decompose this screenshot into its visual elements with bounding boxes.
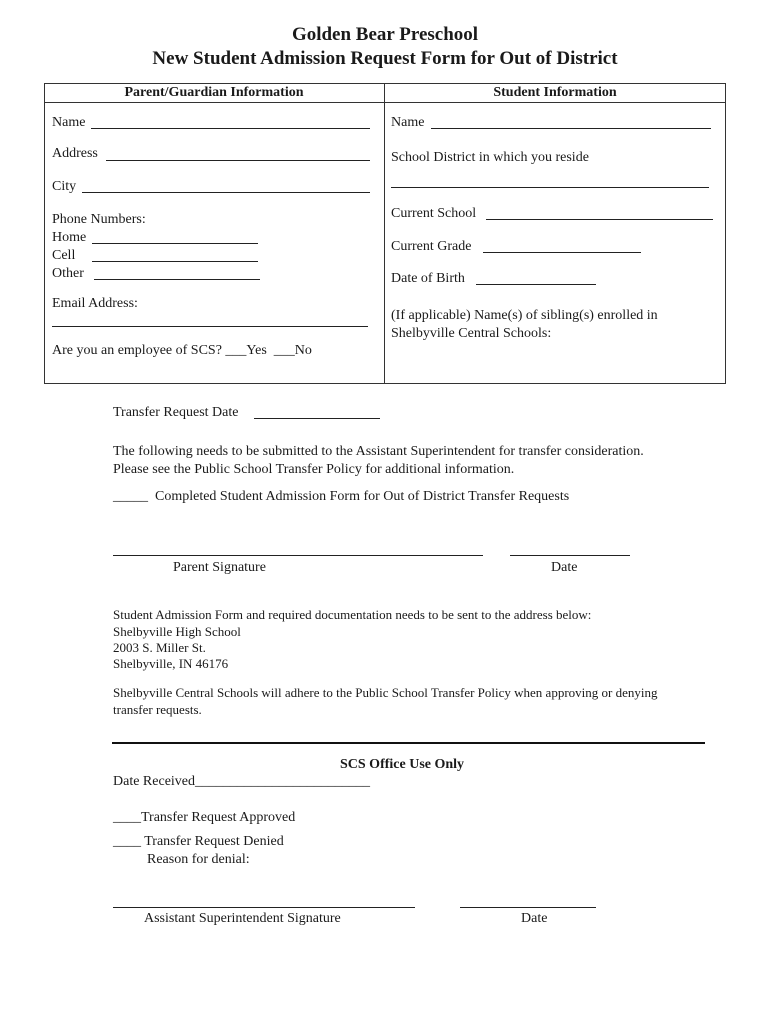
policy-line2: transfer requests. (113, 702, 202, 717)
home-phone-label: Home (52, 230, 87, 245)
checklist-item[interactable]: _____ Completed Student Admission Form for Out of District Transfer Requests (113, 489, 570, 504)
parent-address-field[interactable] (106, 160, 370, 161)
school-district-label: School District in which you reside (391, 150, 589, 165)
office-use-divider (112, 742, 705, 744)
address-line1: Shelbyville High School (113, 624, 241, 639)
other-phone-label: Other (52, 266, 84, 281)
parent-signature-field[interactable] (113, 555, 483, 556)
address-line2: 2003 S. Miller St. (113, 640, 206, 655)
email-field[interactable] (52, 326, 368, 327)
approved-label[interactable]: ____Transfer Request Approved (113, 810, 296, 825)
parent-address-label: Address (52, 146, 98, 161)
transfer-request-date-label: Transfer Request Date (113, 405, 239, 420)
transfer-request-date-field[interactable] (254, 418, 380, 419)
current-school-field[interactable] (486, 219, 713, 220)
student-section-heading: Student Information (493, 85, 617, 100)
current-grade-field[interactable] (483, 252, 641, 253)
employee-question[interactable]: Are you an employee of SCS? ___Yes ___No (52, 343, 312, 358)
denial-reason-label: Reason for denial: (147, 852, 250, 867)
parent-date-field[interactable] (510, 555, 630, 556)
date-received-label[interactable]: Date Received_________________________ (113, 774, 371, 789)
school-name: Golden Bear Preschool (291, 24, 479, 45)
superintendent-signature-label: Assistant Superintendent Signature (144, 911, 341, 926)
denied-label[interactable]: ____ Transfer Request Denied (113, 834, 284, 849)
cell-phone-label: Cell (52, 248, 76, 263)
parent-date-label: Date (551, 560, 578, 575)
other-phone-field[interactable] (94, 279, 260, 280)
policy-line1: Shelbyville Central Schools will adhere to the Public School Transfer Policy when approving or denying (113, 685, 658, 700)
parent-name-field[interactable] (91, 128, 370, 129)
table-header-divider (44, 102, 726, 103)
current-school-label: Current School (391, 206, 477, 221)
school-district-field[interactable] (391, 187, 709, 188)
parent-signature-label: Parent Signature (173, 560, 266, 575)
home-phone-field[interactable] (92, 243, 258, 244)
superintendent-date-field[interactable] (460, 907, 596, 908)
instructions-line2: Please see the Public School Transfer Policy for additional information. (113, 462, 515, 477)
instructions-line1: The following needs to be submitted to the Assistant Superintendent for transfer consideration. (113, 444, 644, 459)
address-line3: Shelbyville, IN 46176 (113, 656, 229, 671)
phone-numbers-heading: Phone Numbers: (52, 212, 146, 227)
student-name-field[interactable] (431, 128, 711, 129)
parent-city-label: City (52, 179, 77, 194)
superintendent-date-label: Date (521, 911, 548, 926)
sibling-label-line1: (If applicable) Name(s) of sibling(s) enrolled in (391, 308, 658, 323)
date-of-birth-label: Date of Birth (391, 271, 465, 286)
parent-city-field[interactable] (82, 192, 370, 193)
mailing-intro: Student Admission Form and required documentation needs to be sent to the address below: (113, 607, 592, 622)
superintendent-signature-field[interactable] (113, 907, 415, 908)
parent-section-heading: Parent/Guardian Information (124, 85, 304, 100)
date-of-birth-field[interactable] (476, 284, 596, 285)
email-label: Email Address: (52, 296, 138, 311)
form-title: New Student Admission Request Form for Out of District (152, 48, 618, 69)
office-use-heading: SCS Office Use Only (340, 757, 465, 772)
current-grade-label: Current Grade (391, 239, 472, 254)
sibling-label-line2: Shelbyville Central Schools: (391, 326, 552, 341)
cell-phone-field[interactable] (92, 261, 258, 262)
parent-name-label: Name (52, 115, 86, 130)
table-column-divider (384, 83, 385, 384)
student-name-label: Name (391, 115, 425, 130)
